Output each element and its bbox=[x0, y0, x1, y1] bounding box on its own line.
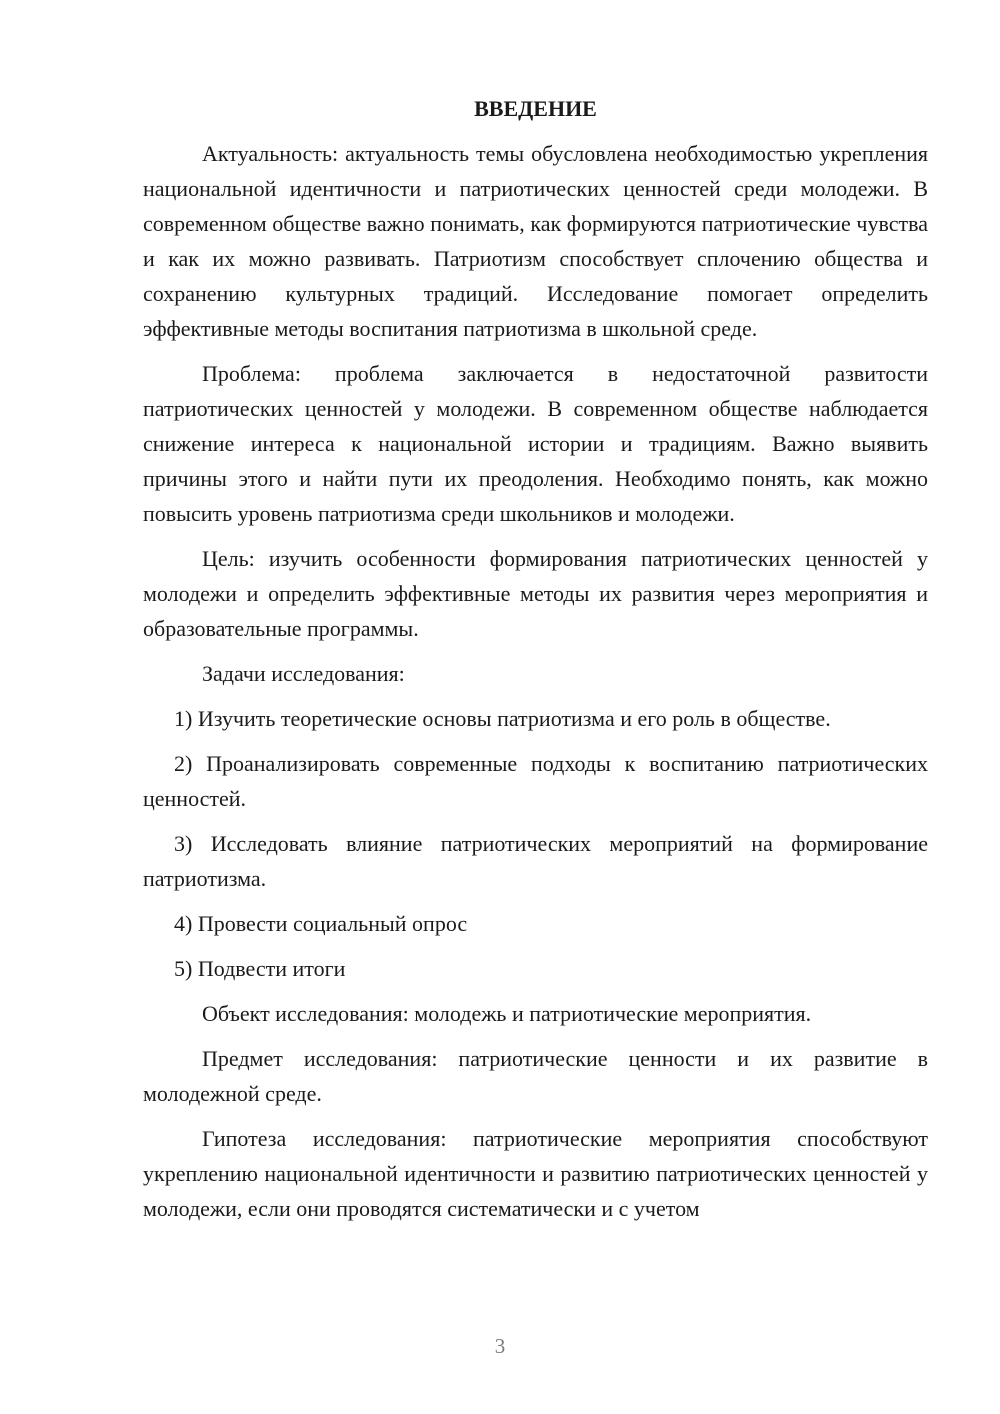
tasks-heading: Задачи исследования: bbox=[202, 661, 405, 686]
task-item: 2) Проанализировать современные подходы к воспитанию патриотических ценностей. bbox=[143, 751, 928, 811]
tasks-list bbox=[143, 701, 928, 986]
task-item: 3) Исследовать влияние патриотических мероприятий на формирование патриотизма. bbox=[143, 831, 928, 891]
page-title: ВВЕДЕНИЕ bbox=[474, 96, 597, 121]
goal-paragraph: Цель: изучить особенности формирования патриотических ценностей у молодежи и определить эффективные методы их развития через мероприятия и образовательные программы. bbox=[143, 546, 928, 641]
document-page bbox=[143, 94, 928, 1236]
task-item: 1) Изучить теоретические основы патриотизма и его роль в обществе. bbox=[174, 706, 831, 731]
page-number: 3 bbox=[494, 1334, 506, 1358]
problem-paragraph: Проблема: проблема заключается в недостаточной развитости патриотических ценностей у молодежи. В современном обществе наблюдается снижение интереса к национальной истории и традициям. Важно выявить причины этого и найти пути их преодоления. Необходимо понять, как можно повысить уровень патриотизма среди школьников и молодежи. bbox=[143, 361, 928, 526]
task-item: 5) Подвести итоги bbox=[174, 956, 346, 981]
relevance-paragraph: Актуальность: актуальность темы обусловлена необходимостью укрепления национальной идентичности и патриотических ценностей среди молодежи. В современном обществе важно понимать, как формируются патриотические чувства и как их можно развивать. Патриотизм способствует сплочению общества и сохранению культурных традиций. Исследование помогает определить эффективные методы воспитания патриотизма в школьной среде. bbox=[143, 141, 928, 341]
hypothesis-paragraph: Гипотеза исследования: патриотические мероприятия способствуют укреплению национальной идентичности и развитию патриотических ценностей у молодежи, если они проводятся систематически и с учетом bbox=[143, 1126, 928, 1221]
subject-paragraph: Предмет исследования: патриотические ценности и их развитие в молодежной среде. bbox=[143, 1046, 928, 1106]
object-paragraph: Объект исследования: молодежь и патриотические мероприятия. bbox=[202, 1001, 812, 1026]
task-item: 4) Провести социальный опрос bbox=[174, 911, 468, 936]
